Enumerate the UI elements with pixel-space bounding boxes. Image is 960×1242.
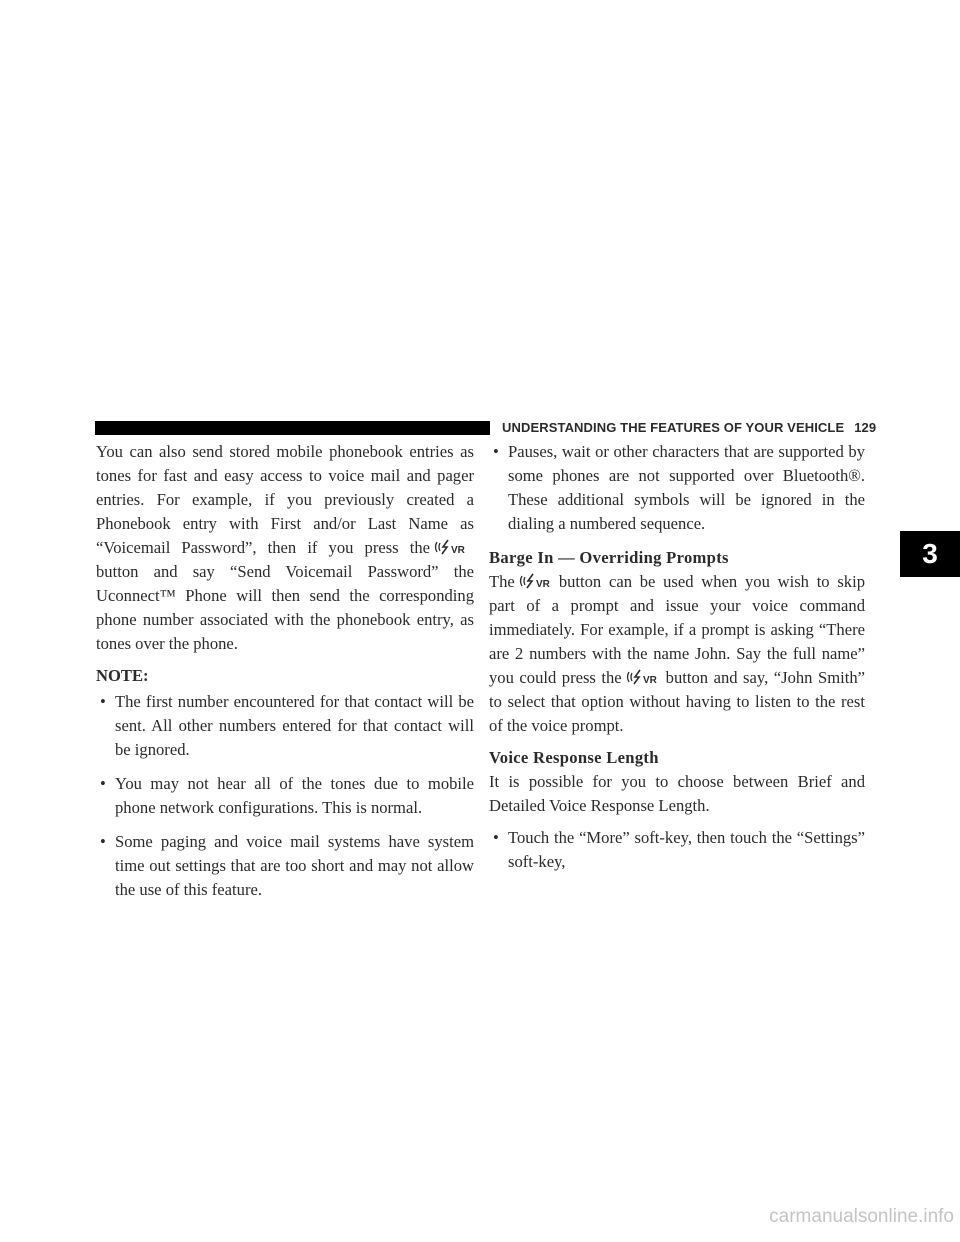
voice-response-heading: Voice Response Length	[489, 748, 659, 767]
barge-in-paragraph	[489, 570, 865, 738]
svg-text:VR: VR	[535, 579, 550, 589]
page-number: 129	[854, 420, 877, 435]
watermark: carmanualsonline.info	[769, 1206, 954, 1227]
barge-text-part-3: button and say, “John Smith” to select that option without having to listen to the rest of the voice prompt.	[489, 668, 866, 735]
note-bullet-3: • Some paging and voice mail systems have system time out settings that are too short and may not allow the use of this feature.	[100, 832, 474, 899]
right-column	[489, 440, 865, 884]
running-header	[502, 418, 877, 438]
note-bullet-1: • The first number encountered for that contact will be sent. All other numbers entered for that contact will be ignored.	[100, 692, 474, 759]
intro-text-part-2: button and say “Send Voicemail Password” the Uconnect™ Phone will then send the corresponding phone number associated with the phonebook entry, as tones over the phone.	[96, 562, 474, 653]
barge-in-heading: Barge In — Overriding Prompts	[489, 548, 729, 567]
intro-paragraph	[96, 440, 474, 656]
settings-bullet: • Touch the “More” soft-key, then touch the “Settings” soft-key,	[493, 828, 865, 871]
intro-text-part-1: You can also send stored mobile phonebook entries as tones for fast and easy access to voice mail and pager entries. For example, if you previously created a Phonebook entry with First and/or Last Name as “Voicemail Password”, then if you press the	[96, 442, 474, 557]
header-title: UNDERSTANDING THE FEATURES OF YOUR VEHICLE	[502, 420, 845, 435]
note-bullet-2: • You may not hear all of the tones due to mobile phone network configurations. This is normal.	[100, 774, 474, 817]
barge-text-part-1: The	[489, 572, 515, 591]
left-column	[96, 440, 474, 912]
note-label: NOTE:	[96, 666, 149, 685]
pauses-bullet: • Pauses, wait or other characters that are supported by some phones are not supported over Bluetooth®. These additional symbols will be ignored in the dialing a numbered sequence.	[493, 442, 865, 533]
voice-recognition-icon	[434, 539, 470, 555]
barge-text-part-2: button can be used when you wish to skip part of a prompt and issue your voice command immediately. For example, if a prompt is asking “There are 2 numbers with the name John. Say the full name” you could press the	[489, 572, 865, 687]
header-rule	[95, 421, 490, 435]
voice-response-paragraph: It is possible for you to choose between Brief and Detailed Voice Response Length.	[489, 772, 865, 815]
voice-recognition-icon	[626, 669, 662, 685]
svg-text:VR: VR	[642, 675, 657, 685]
svg-text:VR: VR	[451, 545, 465, 555]
voice-recognition-icon	[519, 573, 555, 589]
chapter-tab: 3	[900, 531, 960, 577]
